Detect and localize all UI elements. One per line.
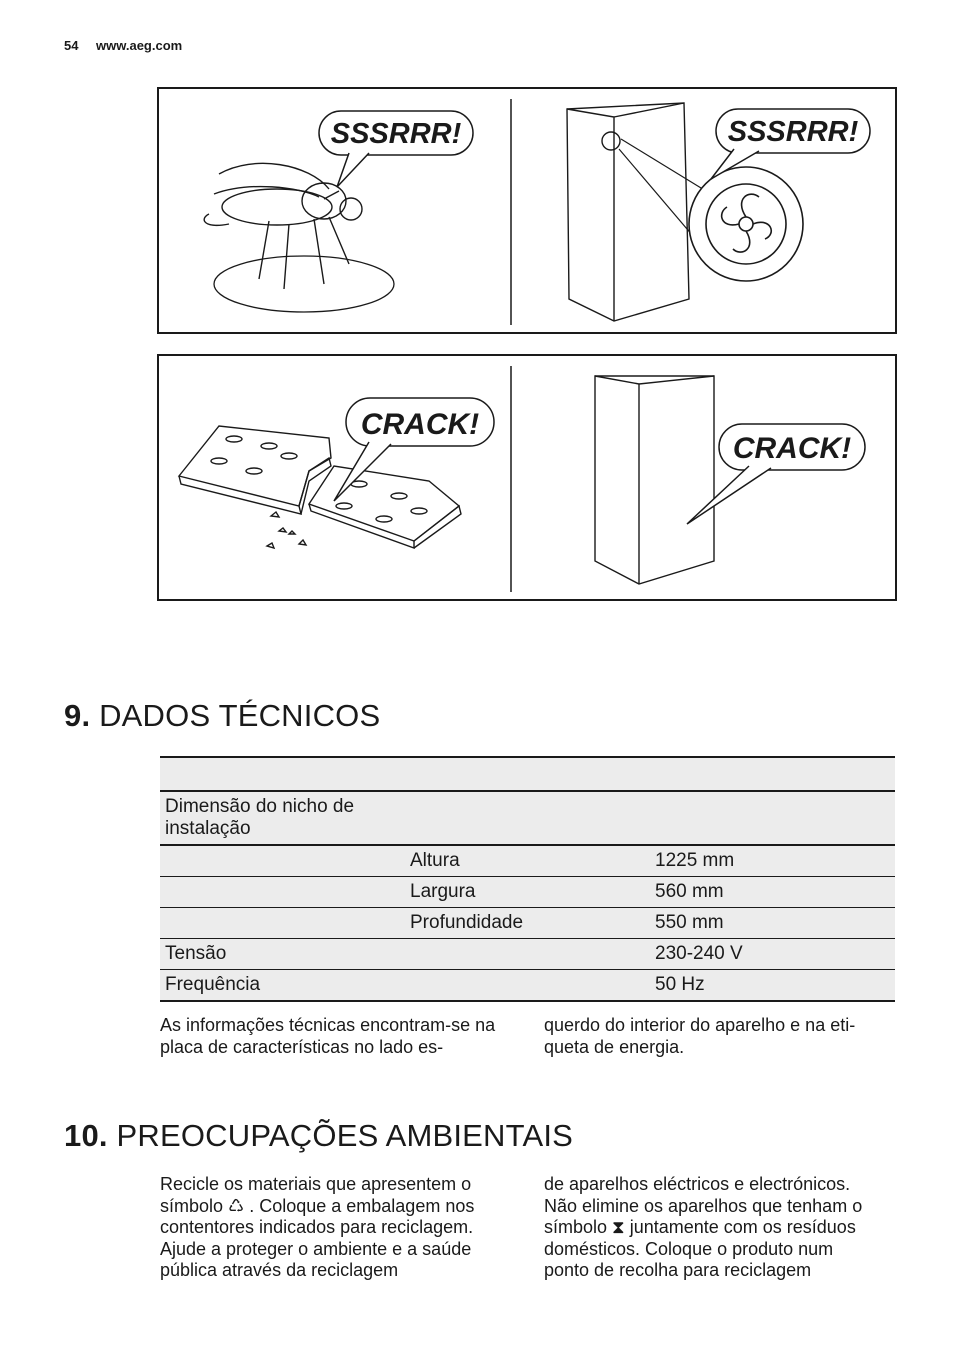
tech-note-col2: querdo do interior do aparelho e na eti- queta de energia.: [544, 1015, 856, 1057]
crack-illustration: [159, 356, 899, 603]
row-value: 50 Hz: [650, 970, 895, 1002]
env-text-col1: [160, 1174, 485, 1282]
env-col2-part-a: de aparelhos eléctricos e electrónicos. Não elimine os aparelhos que tenham o símbolo: [544, 1174, 863, 1237]
bubble-text-sssrrr-1: SSSRRR!: [330, 118, 462, 150]
table-row: [160, 877, 895, 908]
row-label: [160, 877, 405, 908]
env-col1-part-b: . Coloque a embalagem nos contentores indicados para reciclagem.: [160, 1195, 475, 1237]
fridge-icon: [595, 376, 714, 584]
env-text-col2: [544, 1174, 874, 1282]
fridge-icon: [567, 103, 689, 321]
env-col1-part-c: Ajude a proteger o ambiente e a saúde pública através da reciclagem: [160, 1238, 472, 1280]
env-col1-part-a: Recicle os materiais que apresentem o símbolo: [160, 1174, 472, 1216]
table-row: [160, 970, 895, 1002]
row-sublabel: [405, 939, 650, 970]
row-label: Tensão: [160, 939, 405, 970]
section-10-number: 10.: [64, 1118, 108, 1153]
page-number: 54: [64, 38, 79, 53]
fan-icon: [689, 167, 803, 281]
row-value: 560 mm: [650, 877, 895, 908]
row-value: 550 mm: [650, 908, 895, 939]
technical-data-table: [160, 756, 895, 1002]
row-label: [160, 908, 405, 939]
section-9-title: DADOS TÉCNICOS: [99, 698, 381, 733]
env-col2-part-b: juntamente com os resíduos domésticos. Coloque o produto num ponto de recolha para reciclagem: [544, 1217, 856, 1280]
row-sublabel: Altura: [405, 845, 650, 877]
weee-bin-icon: ⧗: [612, 1217, 625, 1237]
table-row: [160, 939, 895, 970]
table-row-niche: [160, 791, 895, 845]
tech-note-col1: As informações técnicas encontram-se na placa de características no lado es-: [160, 1015, 496, 1057]
table-row: [160, 845, 895, 877]
row-sublabel: [405, 970, 650, 1002]
table-header-row: [160, 757, 895, 791]
row-label: [160, 845, 405, 877]
niche-label: Dimensão do nicho de instalação: [160, 791, 405, 845]
section-9-number: 9.: [64, 698, 91, 733]
row-sublabel: Profundidade: [405, 908, 650, 939]
website-url: www.aeg.com: [96, 38, 183, 53]
bubble-text-crack-2: CRACK!: [732, 432, 852, 465]
section-10-title: PREOCUPAÇÕES AMBIENTAIS: [116, 1118, 574, 1153]
section-9-heading: [64, 698, 380, 734]
row-label: Frequência: [160, 970, 405, 1002]
row-value: 230-240 V: [650, 939, 895, 970]
noise-illustration: [159, 89, 899, 336]
table-row: [160, 908, 895, 939]
illustration-panel-noise-crack: [157, 354, 897, 601]
bubble-text-sssrrr-2: SSSRRR!: [727, 116, 859, 148]
section-10-heading: [64, 1118, 573, 1154]
row-sublabel: Largura: [405, 877, 650, 908]
bubble-text-crack-1: CRACK!: [360, 408, 480, 441]
illustration-panel-noise-buzz: [157, 87, 897, 334]
row-value: 1225 mm: [650, 845, 895, 877]
recycle-icon: ♺: [228, 1195, 245, 1216]
